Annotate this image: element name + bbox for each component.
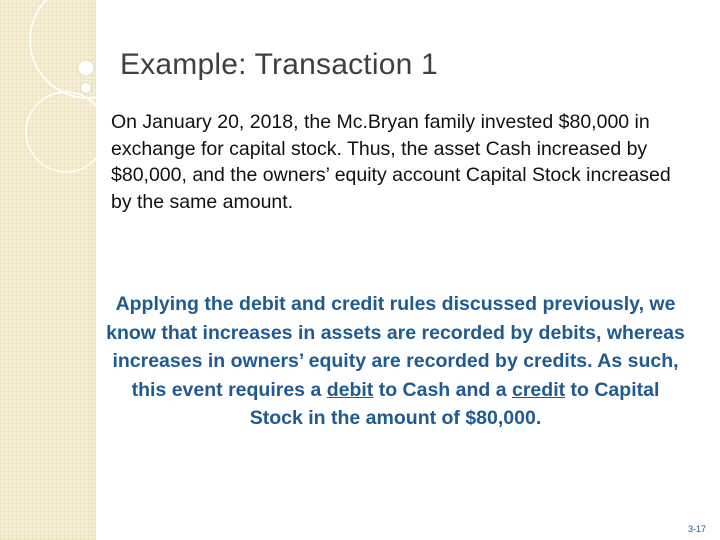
- transaction-description: On January 20, 2018, the Mc.Bryan family invested $80,000 in exchange for capital stock. Thus, the asset Cash increased by $80,000, and the owners’ equity account Capital Stock increased by the same amount.: [111, 111, 671, 213]
- credit-term: credit: [512, 378, 566, 401]
- slide-title: Example: Transaction 1: [120, 48, 438, 81]
- explanation-text-2: to Cash and a: [373, 378, 512, 401]
- deco-dot-bottom: [81, 83, 92, 94]
- debit-term: debit: [326, 378, 374, 401]
- deco-dot-top: [78, 60, 94, 76]
- deco-ring-small: [26, 92, 106, 172]
- debit-credit-explanation: [103, 290, 688, 433]
- explanation-text-3: to Capital Stock in the amount of $80,000.: [249, 378, 660, 429]
- explanation-text-1: Applying the debit and credit rules discussed previously, we know that increases in assets are recorded by debits, whereas increases in owners’ equity are recorded by credits. As such, this event requires a: [106, 293, 685, 401]
- page-number: 3-17: [687, 524, 706, 534]
